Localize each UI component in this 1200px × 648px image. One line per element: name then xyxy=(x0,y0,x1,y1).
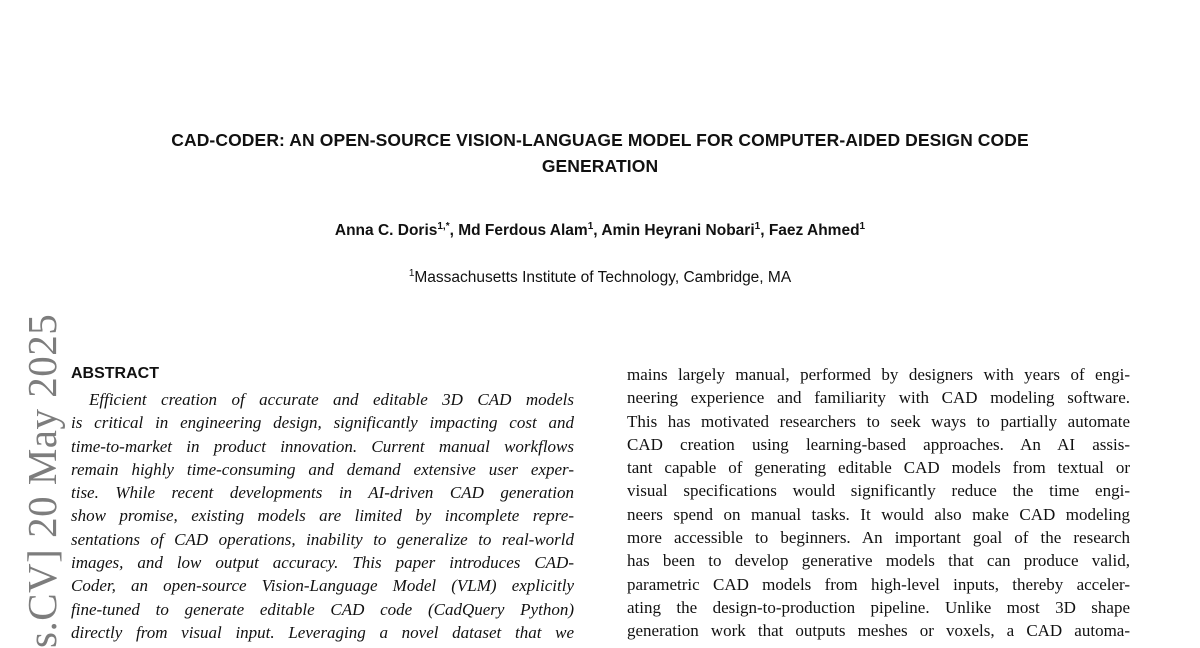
author-affiliation-marker: 1,* xyxy=(437,221,450,232)
body-line: neers spend on manual tasks. It would also make CAD modeling xyxy=(627,504,1130,524)
body-line: has been to develop generative models that can produce valid, xyxy=(627,551,1130,571)
author-name: Md Ferdous Alam xyxy=(458,222,588,239)
paper-title xyxy=(100,127,1100,179)
affiliation-marker: 1 xyxy=(408,268,415,279)
author-list: Anna C. Doris$^{1,*}$, Md Ferdous Alam$^1$, Amin Heyrani Nobari$^1$, Faez Ahmed$^1$ xyxy=(334,221,866,239)
author-name: Amin Heyrani Nobari xyxy=(601,222,755,239)
abstract-line: tise. While recent developments in AI-driven CAD generation xyxy=(71,483,574,503)
abstract-line: fine-tuned to generate editable CAD code (CadQuery Python) xyxy=(71,599,574,619)
abstract-heading: ABSTRACT xyxy=(71,365,159,382)
body-line: more accessible to beginners. An important goal of the research xyxy=(627,528,1130,548)
author-affiliation-marker: 1 xyxy=(859,221,866,232)
abstract-line: Coder, an open-source Vision-Language Model (VLM) explicitly xyxy=(71,576,574,596)
affiliation-text: Massachusetts Institute of Technology, Cambridge, MA xyxy=(414,269,792,286)
body-line: neering experience and familiarity with CAD modeling software. xyxy=(627,388,1130,408)
body-line: parametric CAD models from high-level inputs, thereby acceler- xyxy=(627,574,1130,594)
body-line: CAD creation using learning-based approaches. An AI assis- xyxy=(627,434,1130,454)
body-line: ating the design-to-production pipeline. Unlike most 3D shape xyxy=(627,597,1130,617)
abstract-line: time-to-market in product innovation. Current manual workflows xyxy=(71,436,574,456)
body-line: generation work that outputs meshes or voxels, a CAD automa- xyxy=(627,621,1130,641)
body-line: This has motivated researchers to seek ways to partially automate xyxy=(627,411,1130,431)
body-line: visual specifications would significantly reduce the time engi- xyxy=(627,481,1130,501)
arxiv-identifier-stamp: s.CV] 20 May 2025 xyxy=(19,313,65,648)
author-name: Anna C. Doris xyxy=(334,222,438,239)
abstract-line: Efficient creation of accurate and editable 3D CAD models xyxy=(89,390,574,409)
abstract-line: show promise, existing models are limited by incomplete repre- xyxy=(71,506,574,526)
abstract-body xyxy=(71,388,574,644)
abstract-line: sentations of CAD operations, inability to generalize to real-world xyxy=(71,529,574,549)
title-line: GENERATION xyxy=(541,156,659,176)
body-line: tant capable of generating editable CAD models from textual or xyxy=(627,458,1130,478)
introduction-body xyxy=(627,363,1130,643)
affiliation xyxy=(200,267,1000,289)
abstract-line: images, and low output accuracy. This paper introduces CAD- xyxy=(71,553,574,573)
author-name: Faez Ahmed xyxy=(768,222,860,239)
author-affiliation-marker: 1 xyxy=(587,221,594,232)
body-line: mains largely manual, performed by designers with years of engi- xyxy=(627,365,1130,384)
abstract-line: remain highly time-consuming and demand extensive user exper- xyxy=(71,459,574,479)
author-affiliation-marker: 1 xyxy=(754,221,761,232)
title-line: CAD-CODER: AN OPEN-SOURCE VISION-LANGUAGE MODEL FOR COMPUTER-AIDED DESIGN CODE xyxy=(171,130,1029,150)
abstract-line: directly from visual input. Leveraging a novel dataset that we xyxy=(71,622,574,642)
abstract-line: is critical in engineering design, significantly impacting cost and xyxy=(71,413,574,433)
